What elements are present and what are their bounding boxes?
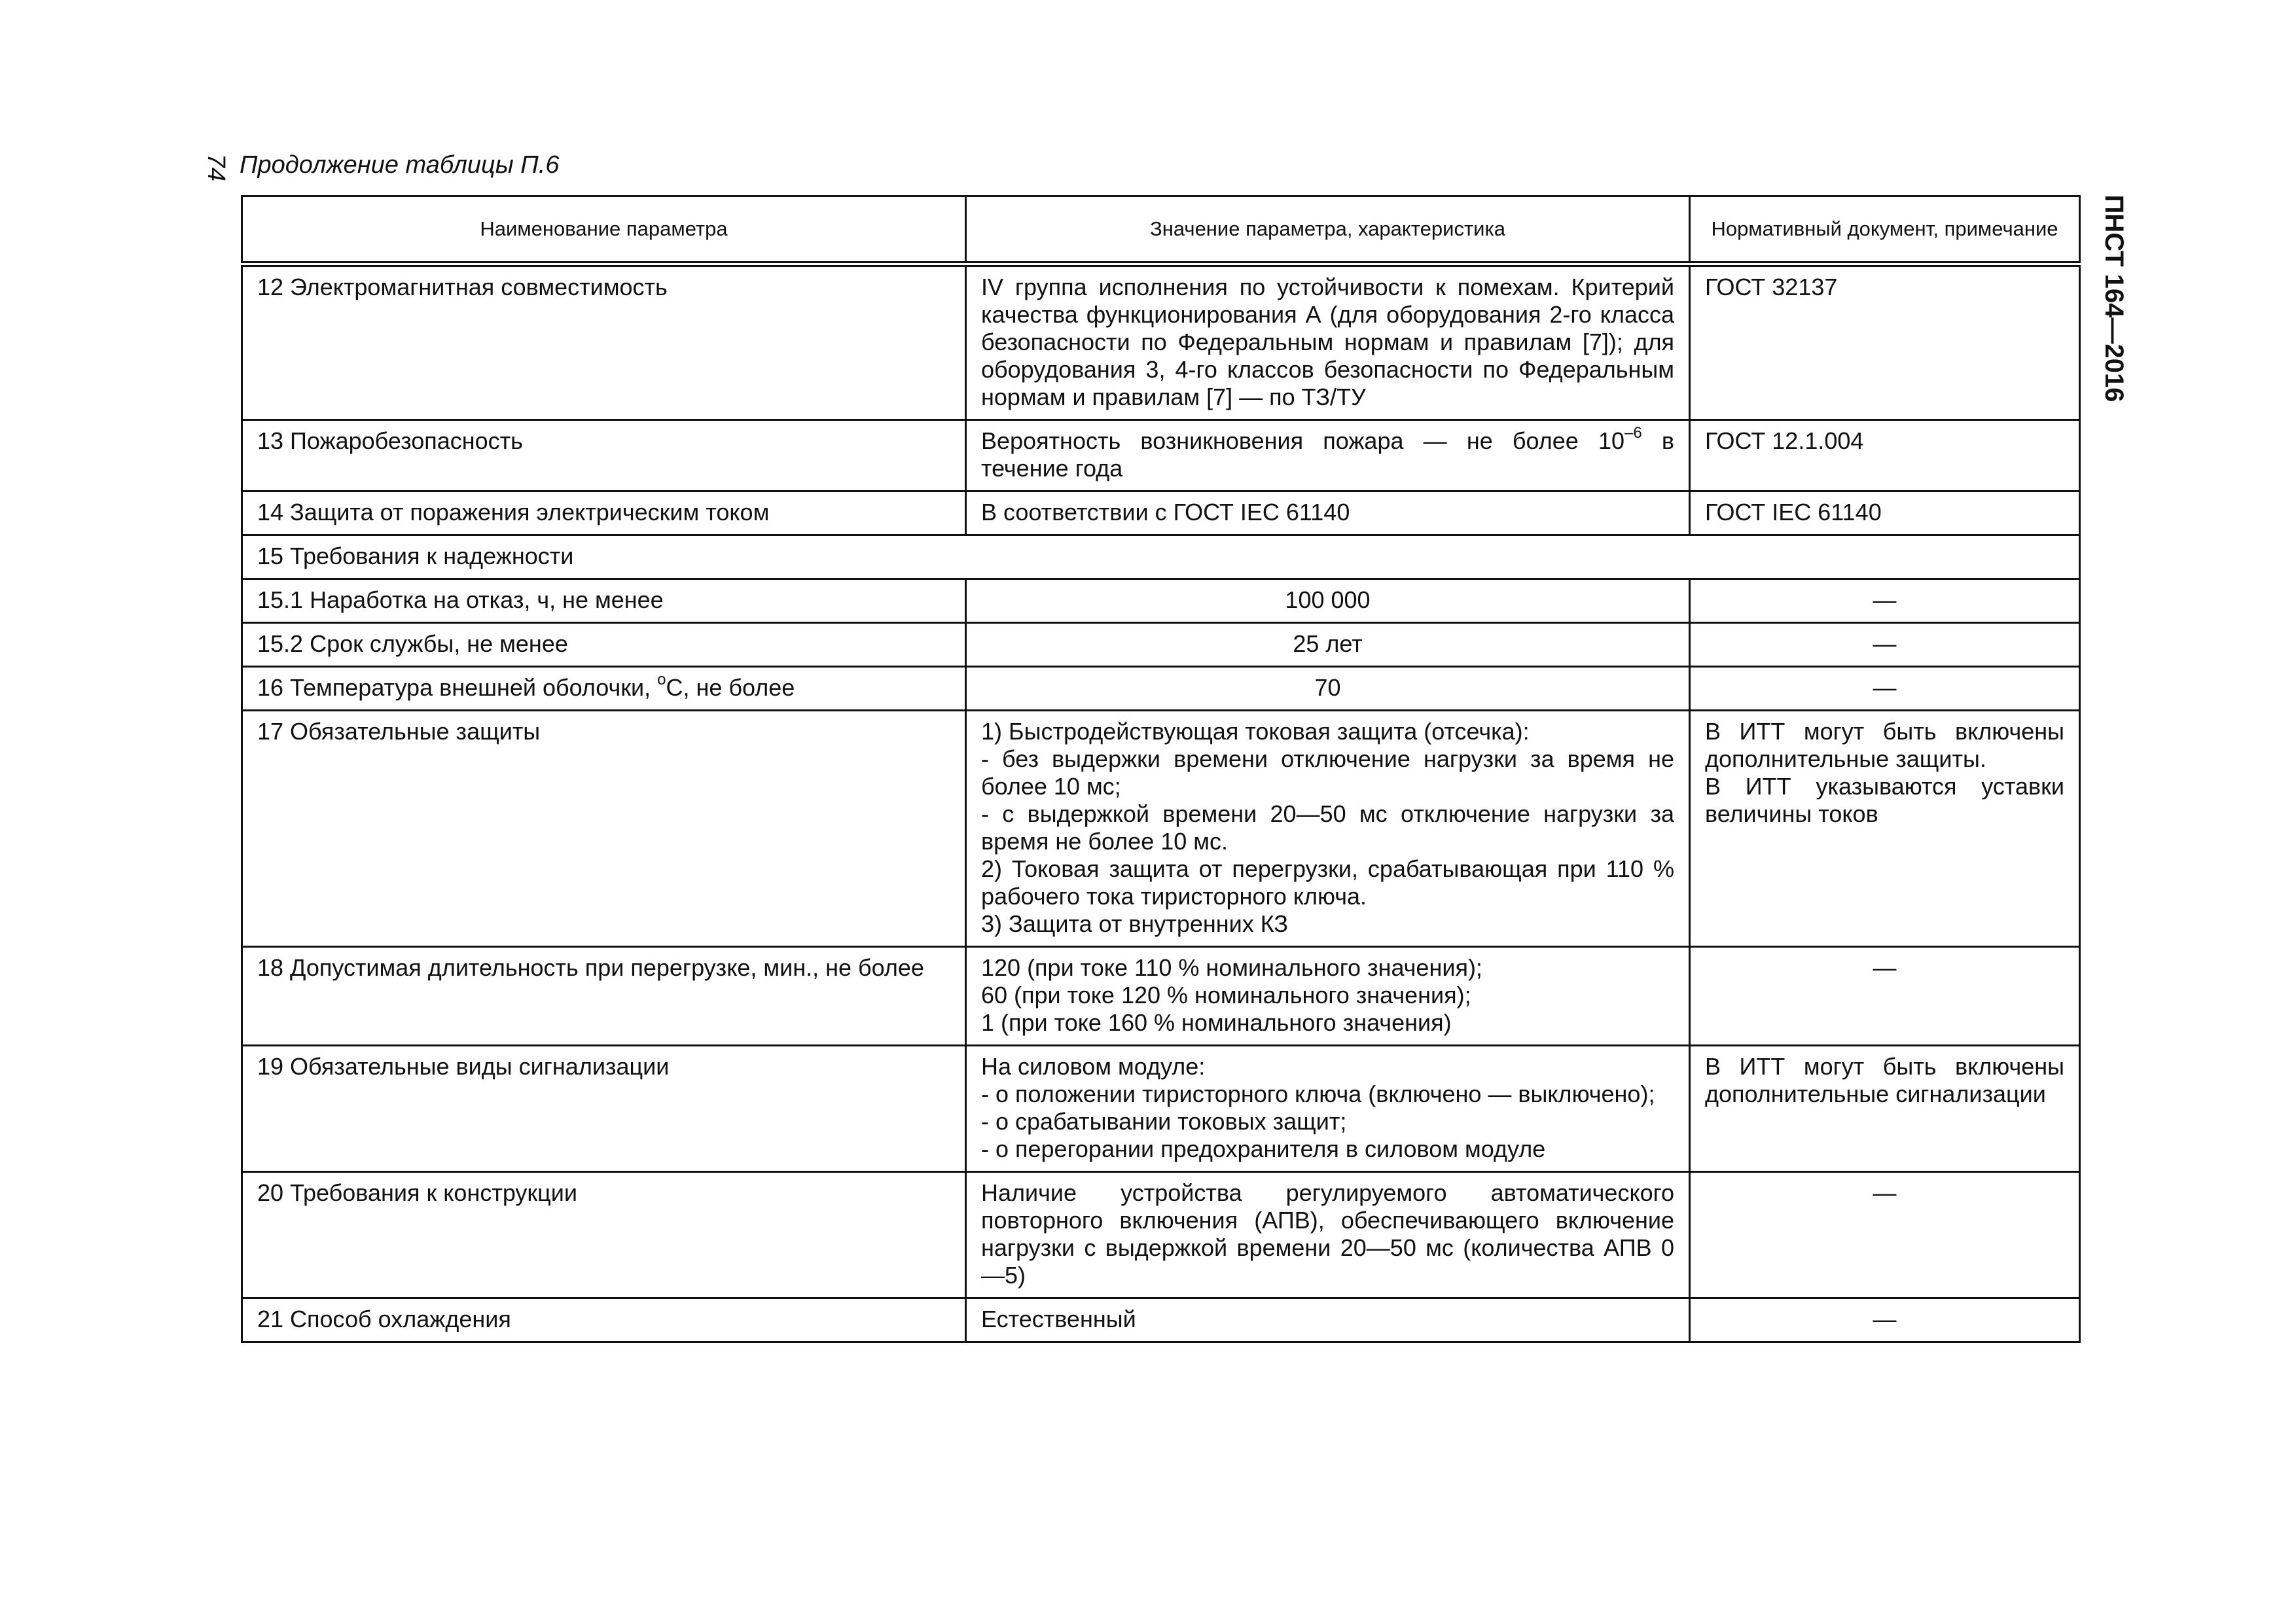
row-13-value: [966, 420, 1690, 491]
degree-sign: о: [657, 671, 666, 688]
row-16-name-text-end: С, не более: [666, 674, 795, 701]
row-20-note: —: [1690, 1172, 2080, 1298]
row-21-note: —: [1690, 1298, 2080, 1342]
row-16-value: 70: [966, 667, 1690, 711]
row-17-value-line: - без выдержки времени отключение нагрузки за время не более 10 мс;: [981, 745, 1674, 800]
row-15-2-value: 25 лет: [966, 623, 1690, 667]
table-row: [242, 947, 2080, 1046]
table-row: [242, 264, 2080, 420]
row-18-name: 18 Допустимая длительность при перегрузке, мин., не более: [242, 947, 966, 1046]
table-caption: Продолжение таблицы П.6: [240, 151, 560, 179]
row-14-value: В соответствии с ГОСТ IEC 61140: [966, 491, 1690, 535]
row-17-value: [966, 711, 1690, 947]
row-19-value-line: - о положении тиристорного ключа (включено — выключено);: [981, 1080, 1655, 1107]
table-row: [242, 491, 2080, 535]
row-17-value-line: - с выдержкой времени 20—50 мс отключение нагрузки за время не более 10 мс.: [981, 800, 1674, 855]
table-header-row: [242, 196, 2080, 264]
row-18-value-line: 1 (при токе 160 % номинального значения): [981, 1009, 1452, 1036]
row-20-value: Наличие устройства регулируемого автоматического повторного включения (АПВ), обеспечивающего включение нагрузки с выдержкой времени 20—50 мс (количества АПВ 0—5): [966, 1172, 1690, 1298]
row-19-value: [966, 1046, 1690, 1172]
row-17-name: 17 Обязательные защиты: [242, 711, 966, 947]
row-18-value-line: 60 (при токе 120 % номинального значения);: [981, 982, 1471, 1008]
row-17-note: [1690, 711, 2080, 947]
row-12-value: IV группа исполнения по устойчивости к помехам. Критерий качества функционирования А (для оборудования 2-го класса безопасности по Федеральным нормам и правилам [7]); для оборудования 3, 4-го классов безопасности по Федеральным нормам и правилам [7] — по ТЗ/ТУ: [966, 264, 1690, 420]
row-17-value-line: 1) Быстродействующая токовая защита (отсечка):: [981, 718, 1530, 745]
row-12-name: 12 Электромагнитная совместимость: [242, 264, 966, 420]
table-row: [242, 623, 2080, 667]
table-row: [242, 711, 2080, 947]
row-19-value-line: - о срабатывании токовых защит;: [981, 1108, 1347, 1135]
row-19-value-line: На силовом модуле:: [981, 1053, 1206, 1080]
row-20-name: 20 Требования к конструкции: [242, 1172, 966, 1298]
row-17-value-line: 2) Токовая защита от перегрузки, срабатывающая при 110 % рабочего тока тиристорного ключа.: [981, 855, 1674, 910]
header-parameter-name: Наименование параметра: [242, 196, 966, 264]
row-17-note-line: В ИТТ указываются уставки величины токов: [1705, 773, 2064, 827]
row-15-1-name: 15.1 Наработка на отказ, ч, не менее: [242, 579, 966, 623]
table-row: [242, 667, 2080, 711]
row-19-value-line: - о перегорании предохранителя в силовом модуле: [981, 1135, 1546, 1162]
table-row: [242, 535, 2080, 579]
row-21-name: 21 Способ охлаждения: [242, 1298, 966, 1342]
row-12-note: ГОСТ 32137: [1690, 264, 2080, 420]
row-15-section-title: 15 Требования к надежности: [242, 535, 2080, 579]
row-18-value: [966, 947, 1690, 1046]
row-17-value-line: 3) Защита от внутренних КЗ: [981, 910, 1289, 937]
row-14-name: 14 Защита от поражения электрическим током: [242, 491, 966, 535]
row-13-value-exponent: –6: [1624, 424, 1642, 442]
row-16-name-text: 16 Температура внешней оболочки,: [257, 674, 658, 701]
row-19-name: 19 Обязательные виды сигнализации: [242, 1046, 966, 1172]
header-normative-document: Нормативный документ, примечание: [1690, 196, 2080, 264]
row-13-note: ГОСТ 12.1.004: [1690, 420, 2080, 491]
row-13-name: 13 Пожаробезопасность: [242, 420, 966, 491]
row-15-1-note: —: [1690, 579, 2080, 623]
table-row: [242, 1172, 2080, 1298]
row-15-2-note: —: [1690, 623, 2080, 667]
table-row: [242, 579, 2080, 623]
row-14-note: ГОСТ IEC 61140: [1690, 491, 2080, 535]
table-row: [242, 1298, 2080, 1342]
table-row: [242, 1046, 2080, 1172]
row-18-note: —: [1690, 947, 2080, 1046]
header-parameter-value: Значение параметра, характеристика: [966, 196, 1690, 264]
row-17-note-line: В ИТТ могут быть включены дополнительные защиты.: [1705, 718, 2064, 772]
table-row: [242, 420, 2080, 491]
row-18-value-line: 120 (при токе 110 % номинального значения);: [981, 954, 1482, 981]
row-13-value-text: Вероятность возникновения пожара — не более 10: [981, 427, 1624, 454]
row-15-1-value: 100 000: [966, 579, 1690, 623]
parameters-table: [241, 195, 2081, 1343]
row-19-note: В ИТТ могут быть включены дополнительные сигнализации: [1690, 1046, 2080, 1172]
row-15-2-name: 15.2 Срок службы, не менее: [242, 623, 966, 667]
document-code: ПНСТ 164—2016: [2100, 194, 2128, 402]
row-21-value: Естественный: [966, 1298, 1690, 1342]
row-16-name: [242, 667, 966, 711]
row-16-note: —: [1690, 667, 2080, 711]
row-13-value-text-end: в течение года: [981, 427, 1674, 482]
page-number: 74: [202, 153, 230, 182]
